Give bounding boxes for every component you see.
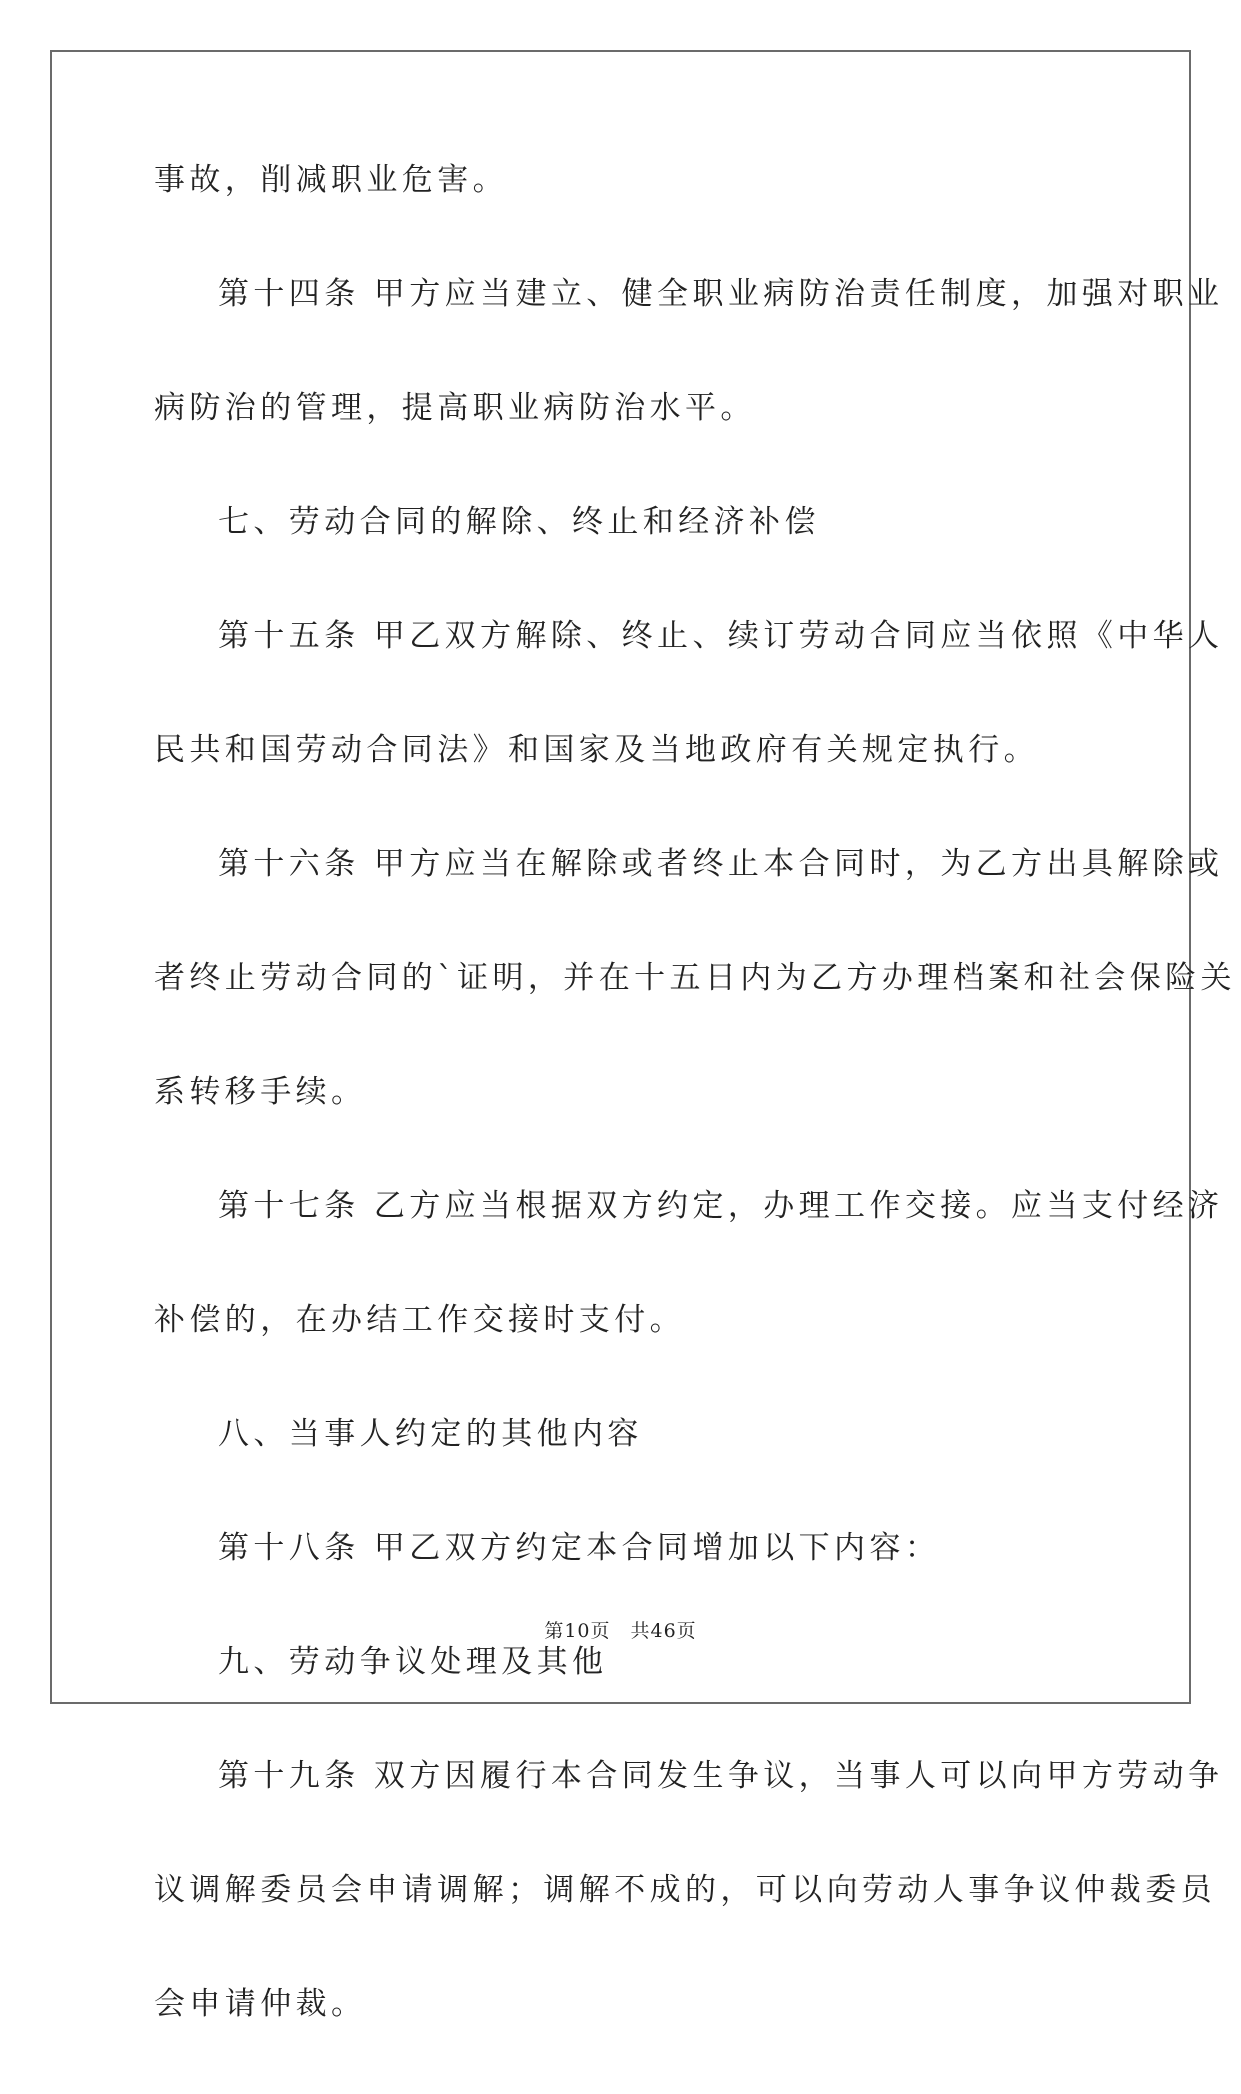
article-16-line-3: 系转移手续。 (154, 1074, 367, 1110)
article-14-line-1: 第十四条 甲方应当建立、健全职业病防治责任制度，加强对职业 (218, 276, 1224, 312)
page-number-footer: 第10页 共46页 (544, 1620, 697, 1642)
article-19-line-1: 第十九条 双方因履行本合同发生争议，当事人可以向甲方劳动争 (218, 1758, 1224, 1794)
section-8-heading: 八、当事人约定的其他内容 (218, 1416, 643, 1452)
article-16-line-2: 者终止劳动合同的`证明，并在十五日内为乙方办理档案和社会保险关 (154, 960, 1236, 996)
article-19-line-3: 会申请仲裁。 (154, 1986, 367, 2022)
article-16-line-1: 第十六条 甲方应当在解除或者终止本合同时，为乙方出具解除或 (218, 846, 1224, 882)
article-15-line-1: 第十五条 甲乙双方解除、终止、续订劳动合同应当依照《中华人 (218, 618, 1224, 654)
article-14-line-2: 病防治的管理，提高职业病防治水平。 (154, 390, 756, 426)
section-7-heading: 七、劳动合同的解除、终止和经济补偿 (218, 504, 820, 540)
article-19-line-2: 议调解委员会申请调解；调解不成的，可以向劳动人事争议仲裁委员 (154, 1872, 1216, 1908)
section-9-heading: 九、劳动争议处理及其他 (218, 1644, 608, 1680)
text-line: 事故，削减职业危害。 (154, 162, 508, 198)
article-18-line-1: 第十八条 甲乙双方约定本合同增加以下内容： (218, 1530, 941, 1566)
article-15-line-2: 民共和国劳动合同法》和国家及当地政府有关规定执行。 (154, 732, 1039, 768)
article-17-line-1: 第十七条 乙方应当根据双方约定，办理工作交接。应当支付经济 (218, 1188, 1224, 1224)
article-17-line-2: 补偿的，在办结工作交接时支付。 (154, 1302, 685, 1338)
document-body (154, 156, 1236, 2094)
